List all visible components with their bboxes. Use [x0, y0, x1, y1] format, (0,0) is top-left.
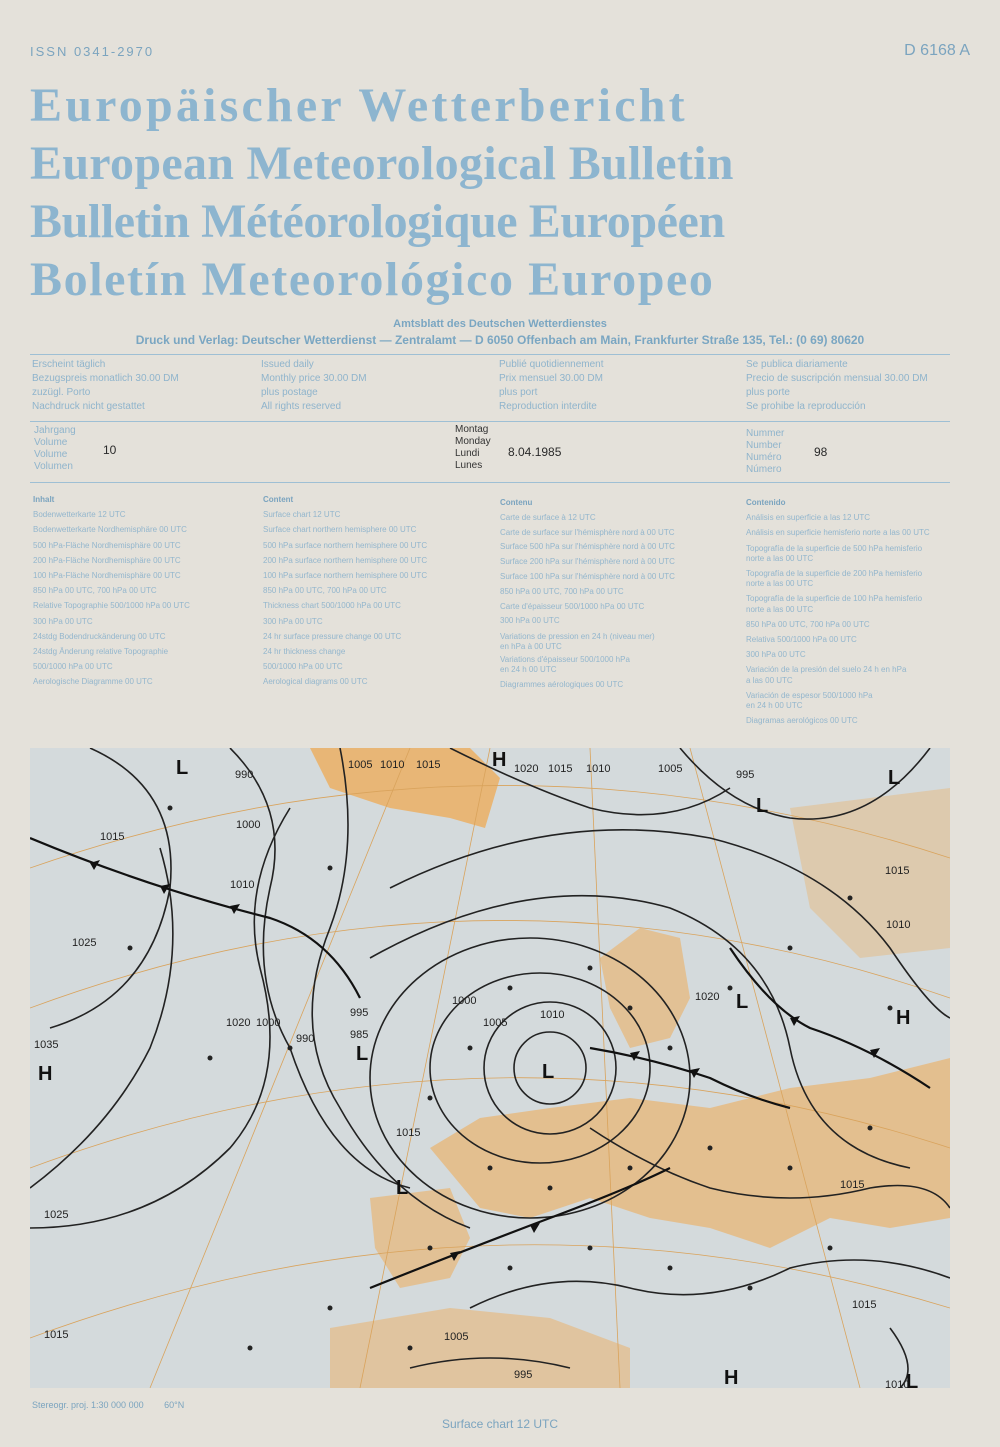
contents-item: Relative Topographie 500/1000 hPa 00 UTC [33, 601, 190, 611]
isobar-label: 1005 [658, 763, 683, 775]
title-french: Bulletin Météorologique Européen [30, 195, 725, 248]
isobar-label: 1005 [444, 1331, 469, 1343]
weather-map-canvas [30, 748, 950, 1388]
contents-item: 200 hPa-Fläche Nordhemisphäre 00 UTC [33, 555, 181, 565]
issue-date: 8.04.1985 [508, 445, 562, 459]
map-caption: Surface chart 12 UTC [441, 1417, 559, 1431]
day-label: Montag [455, 424, 489, 435]
isobar-label: 1020 [226, 1017, 251, 1029]
contents-item: Surface 500 hPa sur l'hémisphère nord à 00 UTC [500, 542, 675, 552]
contents-german [33, 492, 190, 690]
contents-item: Carte d'épaisseur 500/1000 hPa 00 UTC [500, 601, 645, 611]
isobar-label: 1000 [256, 1017, 281, 1029]
contents-item: 100 hPa-Fläche Nordhemisphäre 00 UTC [33, 571, 181, 581]
high-pressure-center: H [38, 1063, 53, 1085]
contents-item: Topografía de la superficie de 500 hPa hemisferio [746, 543, 923, 553]
high-pressure-center: H [724, 1367, 739, 1388]
publisher-line: Druck und Verlag: Deutscher Wetterdienst — Zentralamt — D 6050 Offenbach am Main, Frankfurter Straße 135, Tel.: (0 69) 80620 [135, 333, 865, 347]
isobar-label: 1010 [230, 879, 255, 891]
low-pressure-center: L [736, 991, 749, 1013]
contents-item: 850 hPa 00 UTC, 700 hPa 00 UTC [746, 619, 870, 629]
contents-item: norte a las 00 UTC [746, 553, 814, 563]
volume-value: 10 [103, 443, 117, 457]
info-line: Precio de suscripción mensual 30.00 DM [746, 373, 928, 384]
amtsblatt-line: Amtsblatt des Deutschen Wetterdienstes [393, 318, 607, 330]
contents-item: Carte de surface à 12 UTC [500, 512, 596, 522]
isobar-label: 1035 [34, 1039, 59, 1051]
contents-item: 100 hPa surface northern hemisphere 00 UTC [263, 571, 428, 581]
contents-item: 500/1000 hPa 00 UTC [263, 662, 343, 672]
isobar-label: 995 [350, 1007, 369, 1019]
land-iberia [370, 1188, 470, 1288]
number-label: Número [746, 464, 782, 475]
contents-item: Surface 100 hPa sur l'hémisphère nord à 00 UTC [500, 571, 675, 581]
info-line: Monthly price 30.00 DM [261, 373, 367, 384]
info-line: All rights reserved [261, 401, 342, 412]
contents-item: 500 hPa surface northern hemisphere 00 UTC [263, 540, 428, 550]
volume-label: Volume [34, 449, 68, 460]
info-line: plus postage [261, 387, 318, 398]
isobar-label: 1020 [514, 763, 539, 775]
isobar-label: 1010 [380, 759, 405, 771]
isobar-label: 995 [514, 1369, 533, 1381]
title-german: Europäischer Wetterbericht [30, 79, 688, 132]
number-labels [746, 428, 784, 476]
contents-heading: Inhalt [33, 495, 55, 504]
day-label: Monday [455, 436, 491, 447]
info-line: Prix mensuel 30.00 DM [499, 373, 603, 384]
contents-item: Carte de surface sur l'hémisphère nord à 00 UTC [500, 527, 675, 537]
info-line: Publié quotidiennement [499, 359, 604, 370]
contents-item: norte a las 00 UTC [746, 604, 814, 614]
title-spanish: Boletín Meteorológico Europeo [30, 253, 715, 306]
projection-text: Stereogr. proj. 1:30 000 000 [32, 1400, 144, 1410]
high-pressure-center: H [896, 1007, 911, 1029]
isobar-label: 990 [296, 1033, 315, 1045]
contents-item: Diagramas aerológicos 00 UTC [746, 716, 858, 726]
contents-item: Diagrammes aérologiques 00 UTC [500, 680, 624, 690]
contents-item: Análisis en superficie a las 12 UTC [746, 513, 871, 523]
info-line: Bezugspreis monatlich 30.00 DM [32, 373, 179, 384]
contents-item: Relativa 500/1000 hPa 00 UTC [746, 635, 857, 645]
contents-item: 300 hPa 00 UTC [33, 616, 93, 626]
isobar-label: 1000 [236, 819, 261, 831]
divider [30, 421, 950, 422]
contents-item: Thickness chart 500/1000 hPa 00 UTC [263, 601, 401, 611]
number-label: Numéro [746, 452, 782, 463]
contents-item: Topografía de la superficie de 200 hPa hemisferio [746, 569, 923, 579]
isobar-label: 1015 [100, 831, 125, 843]
isobar-label: 1010 [886, 919, 911, 931]
volume-label: Volumen [34, 461, 73, 472]
contents-item: 300 hPa 00 UTC [500, 616, 560, 626]
number-label: Nummer [746, 428, 785, 439]
volume-label: Jahrgang [34, 425, 76, 436]
contents-heading: Contenu [500, 498, 533, 507]
volume-label: Volume [34, 437, 68, 448]
isobar-label: 1025 [44, 1209, 69, 1221]
isobar-label: 1015 [840, 1179, 865, 1191]
low-pressure-center: L [396, 1177, 409, 1199]
issue-number: 98 [814, 445, 828, 459]
low-pressure-center: L [756, 795, 769, 817]
contents-item: Aerological diagrams 00 UTC [263, 677, 368, 687]
info-spanish [746, 358, 928, 414]
high-pressure-center: H [492, 749, 507, 771]
isobar-label: 985 [350, 1029, 369, 1041]
isobar-label: 1010 [885, 1379, 910, 1388]
contents-item: 24 hr thickness change [263, 647, 346, 657]
contents-item: Variación de espesor 500/1000 hPa [746, 690, 873, 700]
low-pressure-center: L [176, 757, 189, 779]
info-line: Erscheint täglich [32, 359, 106, 370]
divider [30, 354, 950, 355]
contents-item: Surface chart 12 UTC [263, 510, 341, 520]
isobar-label: 1005 [483, 1017, 508, 1029]
contents-english [263, 492, 427, 690]
isobar-label: 1000 [452, 995, 477, 1007]
info-english [261, 358, 367, 414]
info-line: Reproduction interdite [499, 401, 597, 412]
contents-item: 200 hPa surface northern hemisphere 00 UTC [263, 555, 428, 565]
contents-item: 500 hPa-Fläche Nordhemisphäre 00 UTC [33, 540, 181, 550]
isobar-label: 1025 [72, 937, 97, 949]
info-line: Nachdruck nicht gestattet [32, 401, 145, 412]
contents-item: a las 00 UTC [746, 675, 793, 685]
projection-note [32, 1400, 184, 1410]
contents-item: 24stdg Änderung relative Topographie [33, 647, 169, 657]
contents-heading: Content [263, 495, 294, 504]
number-label: Number [746, 440, 782, 451]
contents-french [500, 496, 675, 693]
document-number: D 6168 A [904, 42, 970, 59]
surface-weather-map [30, 748, 950, 1388]
info-line: plus porte [746, 387, 790, 398]
info-line: Se publica diariamente [746, 359, 848, 370]
land-russia [790, 788, 950, 958]
contents-item: Variations d'épaisseur 500/1000 hPa [500, 655, 630, 665]
isobar-label: 1015 [852, 1299, 877, 1311]
contents-item: 850 hPa 00 UTC, 700 hPa 00 UTC [500, 586, 624, 596]
land-north-africa [330, 1308, 630, 1388]
low-pressure-center: L [356, 1043, 369, 1065]
title-english: European Meteorological Bulletin [30, 137, 734, 190]
isobar-label: 1010 [540, 1009, 565, 1021]
divider [30, 482, 950, 483]
contents-item: Surface 200 hPa sur l'hémisphère nord à 00 UTC [500, 557, 675, 567]
contents-item: 300 hPa 00 UTC [263, 616, 323, 626]
contents-item: Bodenwetterkarte Nordhemisphäre 00 UTC [33, 525, 187, 535]
isobar-label: 1015 [396, 1127, 421, 1139]
contents-item: Surface chart northern hemisphere 00 UTC [263, 525, 417, 535]
day-label: Lundi [455, 448, 480, 459]
contents-item: 300 hPa 00 UTC [746, 650, 806, 660]
latitude-text: 60°N [164, 1400, 185, 1410]
isobar-label: 1010 [586, 763, 611, 775]
isobar-label: 1015 [416, 759, 441, 771]
info-line: Se prohibe la reproducción [746, 401, 866, 412]
info-line: Issued daily [261, 359, 314, 370]
contents-item: Variations de pression en 24 h (niveau mer) [500, 632, 655, 642]
contents-item: 24 hr surface pressure change 00 UTC [263, 631, 402, 641]
isobar-label: 1015 [44, 1329, 69, 1341]
contents-heading: Contenido [746, 498, 786, 507]
contents-item: Bodenwetterkarte 12 UTC [33, 510, 126, 520]
volume-labels [34, 425, 76, 473]
isobar-label: 1005 [348, 759, 373, 771]
contents-item: en 24 h 00 UTC [500, 665, 557, 675]
contents-item: en 24 h 00 UTC [746, 701, 803, 711]
day-labels [455, 424, 491, 472]
contents-item: 24stdg Bodendruckänderung 00 UTC [33, 631, 166, 641]
low-pressure-center: L [542, 1061, 555, 1083]
contents-item: 500/1000 hPa 00 UTC [33, 662, 113, 672]
contents-item: en hPa à 00 UTC [500, 642, 562, 652]
info-line: plus port [499, 387, 538, 398]
isobar-label: 1015 [548, 763, 573, 775]
contents-item: Variación de la presión del suelo 24 h en hPa [746, 665, 907, 675]
contents-item: norte a las 00 UTC [746, 579, 814, 589]
low-pressure-center: L [906, 1371, 919, 1388]
issn-number: ISSN 0341-2970 [30, 44, 155, 59]
info-line: zuzügl. Porto [32, 387, 91, 398]
info-german [32, 358, 179, 414]
contents-item: Análisis en superficie hemisferio norte a las 00 UTC [746, 528, 930, 538]
isobar-label: 995 [736, 769, 755, 781]
contents-spanish [746, 498, 930, 726]
land-scandinavia [600, 928, 690, 1048]
contents-item: 850 hPa 00 UTC, 700 hPa 00 UTC [263, 586, 387, 596]
low-pressure-center: L [888, 767, 901, 789]
isobar-label: 1020 [695, 991, 720, 1003]
isobar-label: 990 [235, 769, 254, 781]
contents-item: Topografía de la superficie de 100 hPa hemisferio [746, 594, 923, 604]
contents-item: Aerologische Diagramme 00 UTC [33, 677, 153, 687]
day-label: Lunes [455, 460, 483, 471]
info-french [499, 358, 604, 414]
isobar-label: 1015 [885, 865, 910, 877]
contents-item: 850 hPa 00 UTC, 700 hPa 00 UTC [33, 586, 157, 596]
